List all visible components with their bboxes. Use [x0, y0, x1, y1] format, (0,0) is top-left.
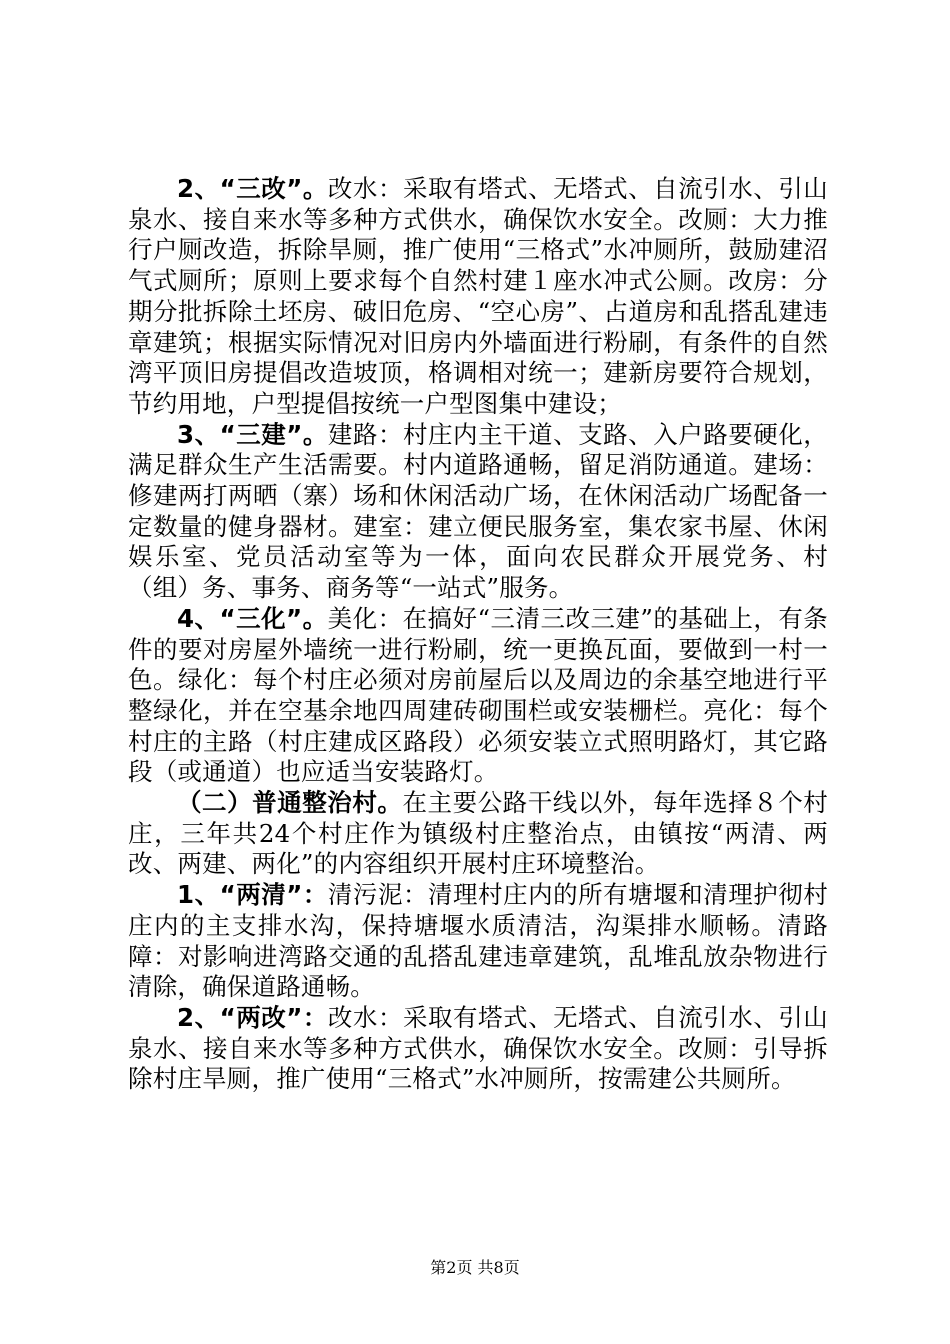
paragraph-lead: 2、“三改”。 [177, 174, 328, 203]
page-number-footer: 第2页 共8页 [430, 1258, 520, 1277]
document-body [128, 174, 828, 1095]
paragraph-text: 美化：在搞好“三清三改三建”的基础上，有条件的要对房屋外墙统一进行粉刷，统一更换瓦面，要做到一村一色。绿化：每个村庄必须对房前屋后以及周边的余基空地进行平整绿化，并在空基余地四周建砖砌围栏或安装栅栏。亮化：每个村庄的主路（村庄建成区路段）必须安装立式照明路灯，其它路段（或通道）也应适当安装路灯。 [128, 603, 828, 787]
paragraph-text: 在主要公路干线以外，每年选择８个村庄，三年共24个村庄作为镇级村庄整治点，由镇按“两清、两改、两建、两化”的内容组织开展村庄环境整治。 [128, 788, 828, 879]
paragraph-liang-gai [128, 1003, 828, 1095]
paragraph-lead: 3、“三建”。 [177, 419, 328, 449]
paragraph-lead: 1、“两清”： [177, 880, 328, 910]
paragraph-text: 改水：采取有塔式、无塔式、自流引水、引山泉水、接自来水等多种方式供水，确保饮水安全。改厕：大力推行户厕改造，拆除旱厕，推广使用“三格式”水冲厕所，鼓励建沼气式厕所；原则上要求每个自然村建１座水冲式公厕。改房：分期分批拆除土坯房、破旧危房、“空心房”、占道房和乱搭乱建违章建筑；根据实际情况对旧房内外墙面进行粉刷，有条件的自然湾平顶旧房提倡改造坡顶，格调相对统一；建新房要符合规划，节约用地，户型提倡按统一户型图集中建设； [128, 174, 829, 418]
paragraph-san-gai [128, 174, 828, 420]
paragraph-lead: （二）普通整治村。 [177, 788, 403, 818]
paragraph-putong-zhengzhi [128, 788, 828, 880]
paragraph-text: 建路：村庄内主干道、支路、入户路要硬化，满足群众生产生活需要。村内道路通畅，留足消防通道。建场：修建两打两晒（寨）场和休闲活动广场，在休闲活动广场配备一定数量的健身器材。建室：建立便民服务室，集农家书屋、休闲娱乐室、党员活动室等为一体，面向农民群众开展党务、村（组）务、事务、商务等“一站式”服务。 [128, 419, 829, 603]
paragraph-text: 改厕：引导拆除村庄旱厕，推广使用“三格式”水冲厕所，按需建公共厕所。 [128, 1033, 828, 1094]
paragraph-liang-qing [128, 880, 828, 1003]
paragraph-san-hua [128, 604, 828, 788]
paragraph-lead: 4、“三化”。 [177, 603, 328, 633]
paragraph-lead: 2、“两改”： [177, 1002, 328, 1032]
paragraph-san-jian [128, 420, 828, 604]
paragraph-strong-text: 改水：采取有塔式、无塔式、自流引水、引山泉水、接自来水等多种方式供水，确保饮水安全。 [128, 1002, 829, 1063]
paragraph-strong-text: 清污泥：清理村庄内的所有塘堰和清理护彻村庄内的主支排水沟，保持塘堰水质清洁，沟渠排水顺畅。 [128, 880, 829, 940]
paragraph-text: 清路障：对影响进湾路交通的乱搭乱建违章建筑，乱堆乱放杂物进行清除，确保道路通畅。 [128, 910, 829, 1002]
